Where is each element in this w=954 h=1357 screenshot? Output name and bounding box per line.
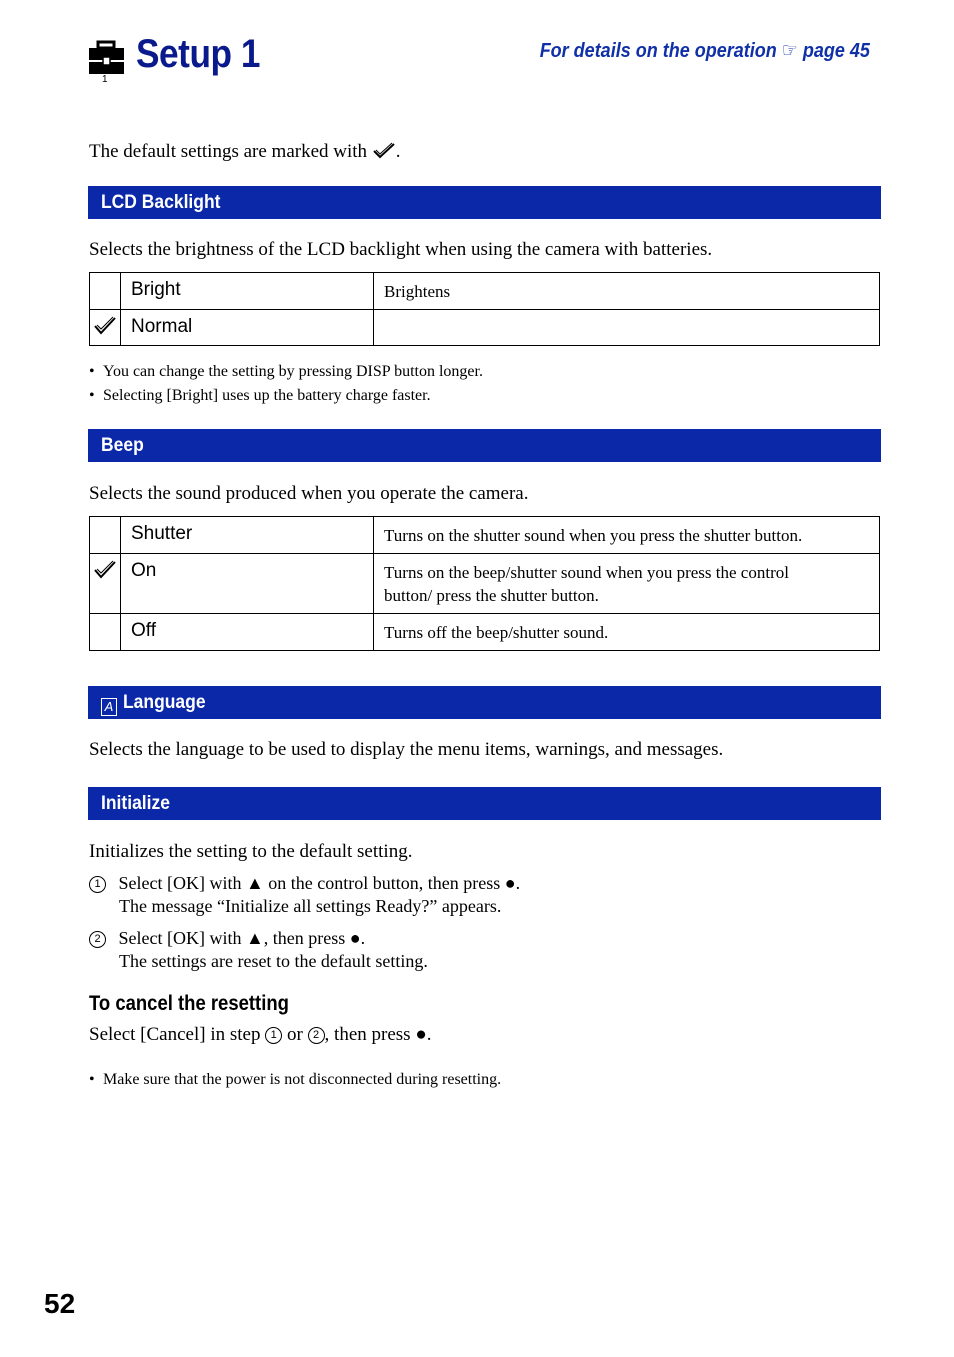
beep-intro: Selects the sound produced when you operate the camera. — [89, 483, 529, 504]
section-bar-lcd-backlight — [88, 186, 881, 219]
lcd-note-2: • Selecting [Bright] uses up the battery charge faster. — [89, 387, 431, 404]
pointing-hand-icon: ☞ — [781, 40, 798, 62]
details-reference[interactable] — [540, 38, 870, 63]
option-name: Bright — [121, 273, 374, 310]
default-note: The default settings are marked with . — [89, 141, 401, 162]
option-name: On — [121, 554, 374, 614]
cancel-text: , then press — [324, 1024, 411, 1045]
cancel-instruction: Select [Cancel] in step 1 or 2 , then press ●. — [89, 1024, 432, 1045]
table-row — [90, 517, 880, 554]
cancel-subheading: To cancel the resetting — [89, 992, 289, 1015]
section-bar-initialize — [88, 787, 881, 820]
step-number: 1 — [265, 1027, 282, 1044]
step-text: Select [OK] with — [118, 928, 242, 948]
details-page: page 45 — [802, 40, 870, 62]
check-icon — [372, 142, 396, 160]
default-marker-cell — [90, 517, 121, 554]
step-1-result: The message “Initialize all settings Ready?” appears. — [119, 896, 502, 916]
step-text: on the control button, then press — [268, 873, 501, 893]
initialize-note: • Make sure that the power is not disconnected during resetting. — [89, 1071, 502, 1088]
up-triangle-icon: ▲ — [245, 873, 264, 893]
section-heading-lcd-backlight: LCD Backlight — [101, 192, 221, 213]
table-row — [90, 614, 880, 651]
default-marker-cell — [90, 614, 121, 651]
default-marker-cell — [90, 310, 121, 346]
center-button-icon: ● — [504, 873, 516, 893]
option-description-line: button/ press the shutter button. — [384, 586, 599, 605]
step-text: Select [OK] with — [118, 873, 242, 893]
option-name: Off — [121, 614, 374, 651]
default-marker-cell — [90, 554, 121, 614]
table-row — [90, 310, 880, 346]
cancel-text: or — [286, 1024, 303, 1045]
step-2: 2 Select [OK] with ▲, then press ●. — [89, 928, 365, 949]
section-heading-beep: Beep — [101, 435, 144, 456]
table-row — [90, 554, 880, 614]
check-icon — [93, 560, 117, 580]
details-text: For details on the operation — [539, 40, 777, 62]
toolbox-tab-number: 1 — [102, 74, 108, 85]
option-description — [374, 554, 880, 614]
page-title: Setup 1 — [136, 32, 261, 76]
option-description: Brightens — [374, 273, 880, 310]
option-description: Turns off the beep/shutter sound. — [374, 614, 880, 651]
language-intro: Selects the language to be used to display the menu items, warnings, and messages. — [89, 739, 724, 760]
up-triangle-icon: ▲ — [245, 928, 264, 948]
option-description-line: Turns on the beep/shutter sound when you press the control — [384, 563, 789, 582]
check-icon — [93, 316, 117, 336]
default-marker-cell — [90, 273, 121, 310]
note-text: Selecting [Bright] uses up the battery charge faster. — [103, 387, 431, 404]
center-button-icon: ● — [415, 1024, 427, 1045]
lcd-options-table — [89, 272, 880, 346]
option-description — [374, 310, 880, 346]
step-1: 1 Select [OK] with ▲ on the control button, then press ●. — [89, 873, 520, 894]
step-number: 1 — [89, 876, 106, 893]
initialize-intro: Initializes the setting to the default setting. — [89, 841, 413, 862]
beep-options-table — [89, 516, 880, 651]
option-name: Shutter — [121, 517, 374, 554]
section-bar-language — [88, 686, 881, 719]
default-note-text: The default settings are marked with — [89, 141, 368, 162]
lcd-note-1: • You can change the setting by pressing DISP button longer. — [89, 363, 483, 380]
option-description: Turns on the shutter sound when you press the shutter button. — [374, 517, 880, 554]
language-icon: A — [101, 698, 117, 716]
option-name: Normal — [121, 310, 374, 346]
lcd-intro: Selects the brightness of the LCD backlight when using the camera with batteries. — [89, 239, 713, 260]
step-2-result: The settings are reset to the default setting. — [119, 951, 428, 971]
center-button-icon: ● — [349, 928, 361, 948]
step-text: , then press — [263, 928, 346, 948]
section-heading-initialize: Initialize — [101, 793, 170, 814]
step-number: 2 — [89, 931, 106, 948]
cancel-text: Select [Cancel] in step — [89, 1024, 261, 1045]
note-text: Make sure that the power is not disconnected during resetting. — [103, 1071, 502, 1088]
page-number: 52 — [44, 1288, 76, 1319]
step-number: 2 — [308, 1027, 325, 1044]
note-text: You can change the setting by pressing DISP button longer. — [103, 363, 483, 380]
section-bar-beep — [88, 429, 881, 462]
table-row — [90, 273, 880, 310]
section-heading-language: Language — [123, 692, 206, 713]
